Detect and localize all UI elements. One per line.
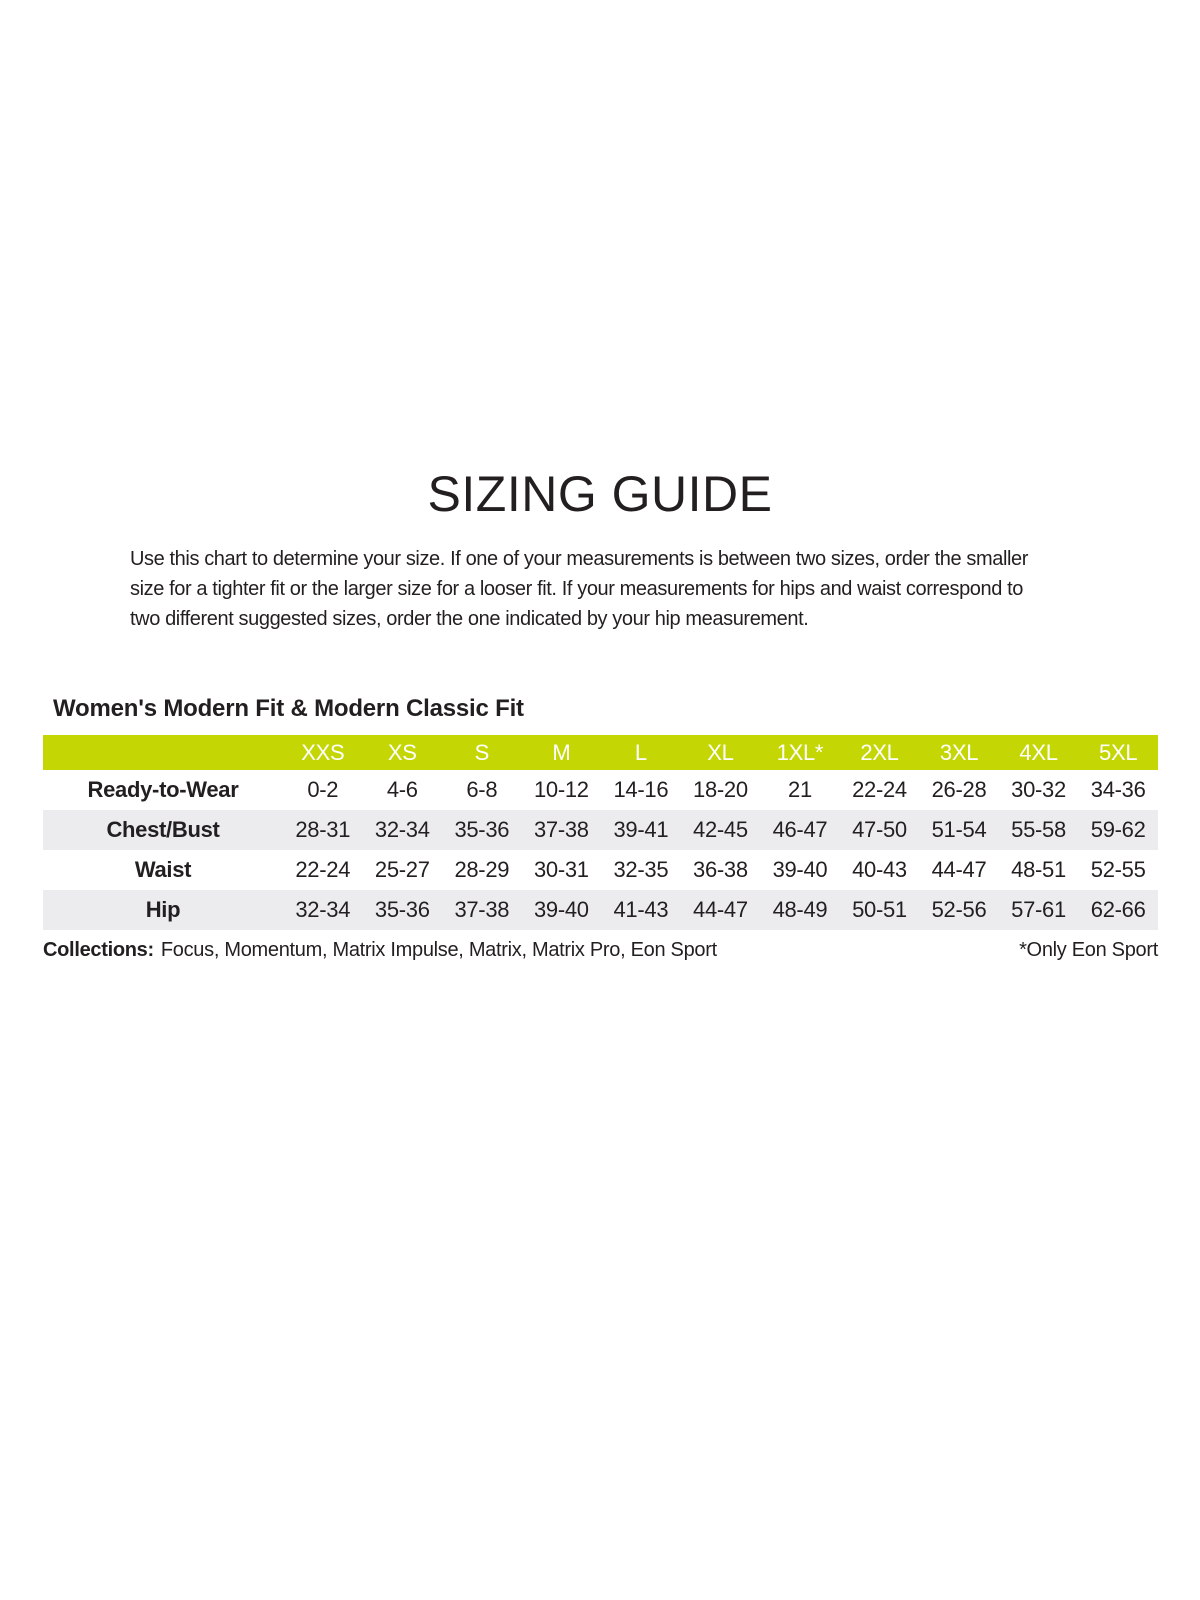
size-value-cell: 35-36 [454,817,510,842]
size-column-header-s: S [442,735,522,770]
size-column-header-blank [43,735,283,770]
size-value-cell: 44-47 [693,897,748,922]
size-value-cell: 21 [788,777,812,802]
size-value-cell: 42-45 [693,817,748,842]
intro-paragraph [130,544,1070,634]
collections-list: Focus, Momentum, Matrix Impulse, Matrix, Matrix Pro, Eon Sport [160,939,717,961]
size-value-cell: 55-58 [1011,817,1066,842]
size-table [43,735,1158,930]
size-value-cell: 32-34 [374,817,430,842]
size-value-cell: 57-61 [1011,897,1066,922]
intro-line-3: two different suggested sizes, order the one indicated by your hip measurement. [130,608,809,630]
row-label: Ready-to-Wear [87,777,239,802]
size-column-header-5xl: 5XL [1078,735,1158,770]
size-column-header-xs: XS [363,735,443,770]
size-value-cell: 14-16 [613,777,669,802]
size-value-cell: 35-36 [374,897,430,922]
row-label: Waist [134,857,192,882]
row-label: Hip [145,897,181,922]
size-value-cell: 0-2 [307,777,339,802]
size-value-cell: 47-50 [852,817,907,842]
size-value-cell: 62-66 [1090,897,1146,922]
size-value-cell: 26-28 [931,777,987,802]
size-value-cell: 39-40 [533,897,589,922]
footnote: *Only Eon Sport [1019,939,1158,961]
collections-line [43,937,717,963]
size-value-cell: 36-38 [693,857,748,882]
size-column-header-m: M [522,735,602,770]
size-value-cell: 32-35 [613,857,669,882]
size-column-header-4xl: 4XL [999,735,1079,770]
page-title: SIZING GUIDE [427,466,773,522]
size-value-cell: 48-49 [772,897,828,922]
size-value-cell: 37-38 [454,897,510,922]
size-value-cell: 52-56 [931,897,987,922]
size-value-cell: 10-12 [533,777,589,802]
table-row [43,810,1158,850]
collections-label: Collections: [43,939,154,961]
intro-line-2: size for a tighter fit or the larger size for a looser fit. If your measurements for hips and waist correspond to [130,578,1023,600]
table-footer [43,937,1158,963]
size-column-header-l: L [601,735,681,770]
size-value-cell: 40-43 [852,857,907,882]
size-column-header-xxs: XXS [283,735,363,770]
size-column-header-3xl: 3XL [919,735,999,770]
size-column-header-1xl: 1XL* [760,735,840,770]
size-value-cell: 39-41 [613,817,669,842]
size-value-cell: 59-62 [1090,817,1146,842]
size-value-cell: 6-8 [466,777,498,802]
table-row [43,770,1158,810]
intro-line-1: Use this chart to determine your size. If one of your measurements is between two sizes, order the smaller [130,548,1029,570]
section-heading: Women's Modern Fit & Modern Classic Fit [53,695,524,722]
size-value-cell: 30-31 [533,857,589,882]
table-row [43,890,1158,930]
size-table-header [43,735,1158,770]
row-label: Chest/Bust [106,817,220,842]
size-value-cell: 51-54 [931,817,987,842]
size-value-cell: 39-40 [772,857,828,882]
size-value-cell: 44-47 [931,857,987,882]
size-column-header-xl: XL [681,735,761,770]
size-value-cell: 46-47 [772,817,828,842]
size-value-cell: 30-32 [1011,777,1066,802]
size-value-cell: 48-51 [1011,857,1066,882]
size-value-cell: 52-55 [1090,857,1146,882]
size-value-cell: 28-29 [454,857,510,882]
size-value-cell: 22-24 [295,857,351,882]
size-column-header-2xl: 2XL [840,735,920,770]
size-value-cell: 34-36 [1090,777,1146,802]
size-value-cell: 25-27 [374,857,430,882]
size-value-cell: 37-38 [533,817,589,842]
size-table-header-row [43,735,1158,770]
size-value-cell: 28-31 [295,817,351,842]
size-value-cell: 41-43 [613,897,669,922]
size-value-cell: 50-51 [852,897,907,922]
size-value-cell: 32-34 [295,897,351,922]
table-row [43,850,1158,890]
size-value-cell: 22-24 [852,777,907,802]
size-value-cell: 18-20 [693,777,748,802]
size-value-cell: 4-6 [386,777,418,802]
